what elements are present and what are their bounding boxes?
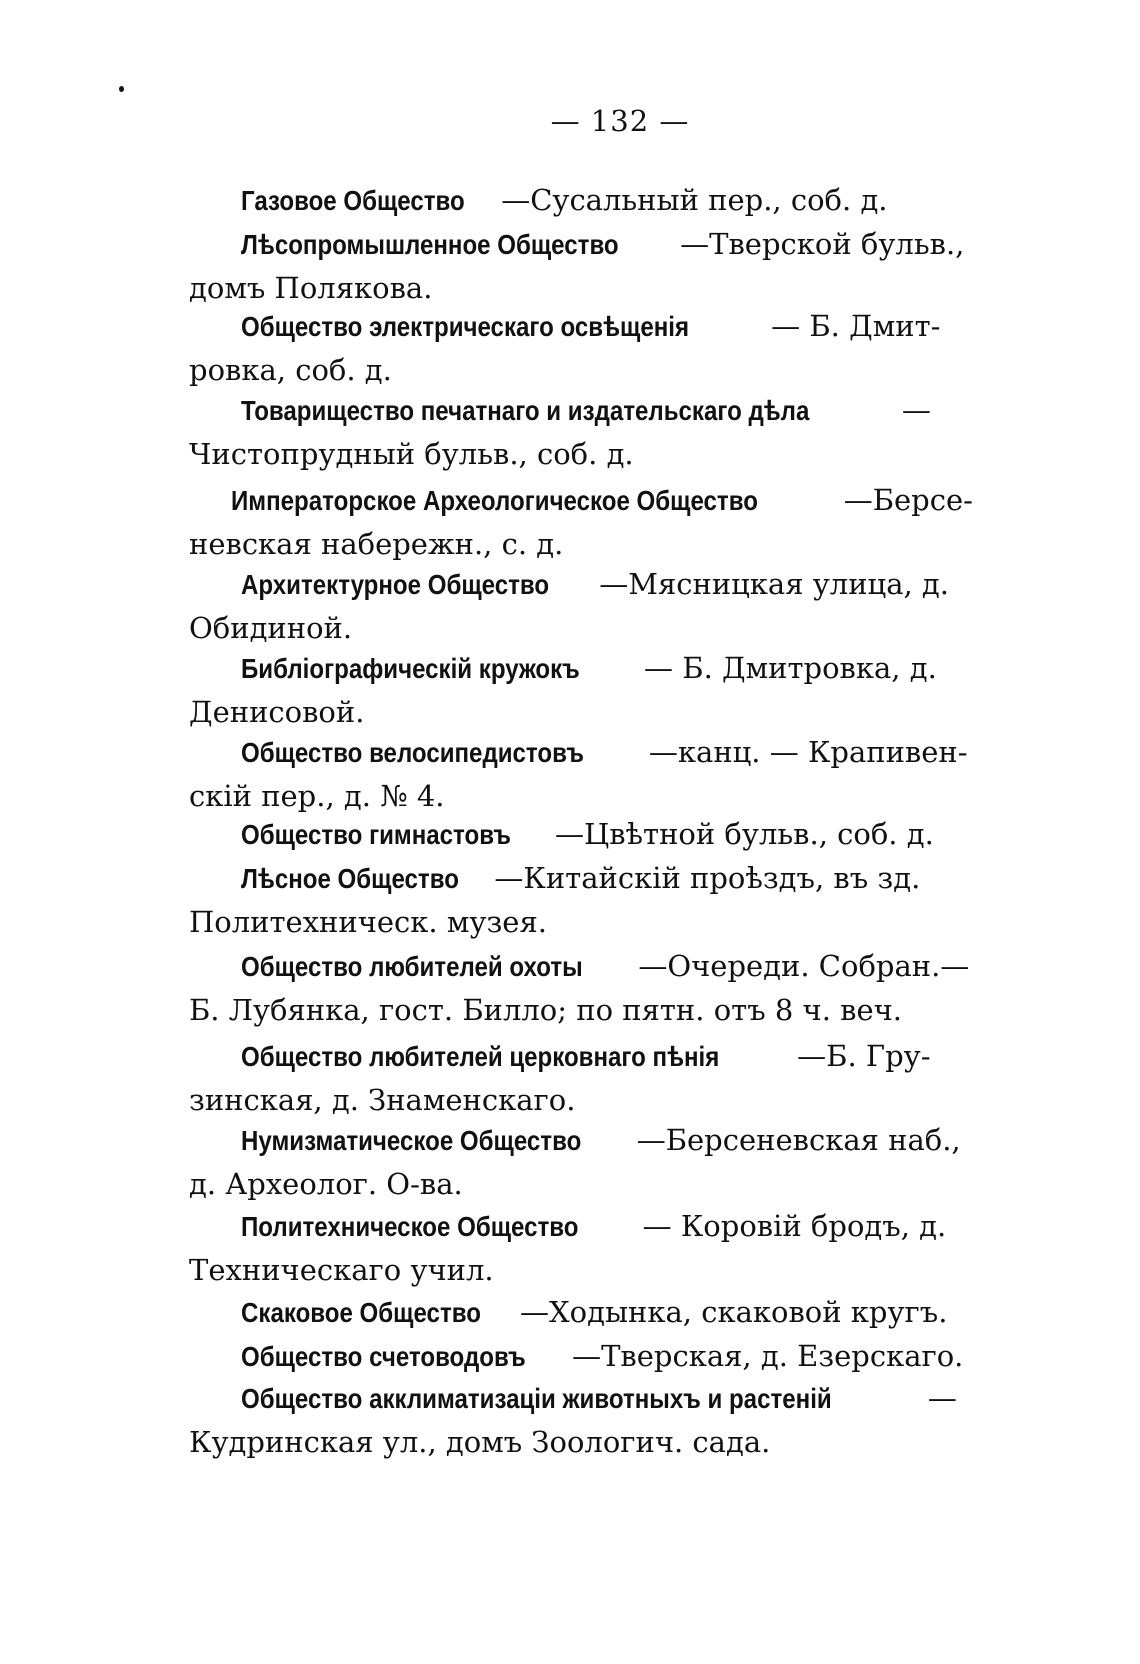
entry-first-line bbox=[189, 856, 1049, 900]
entry-continuation-line bbox=[189, 1248, 1049, 1292]
organization-name: Товарищество печатнаго и издательскаго дѣла bbox=[241, 395, 810, 426]
organization-address: — bbox=[901, 393, 931, 427]
organization-address-continued: домъ Полякова. bbox=[189, 271, 433, 305]
entry-first-line bbox=[189, 1290, 1049, 1334]
entry-first-line bbox=[189, 562, 1049, 606]
entry-first-line bbox=[189, 178, 1049, 222]
directory-entry bbox=[189, 1290, 1049, 1334]
organization-name: Нумизматическое Общество bbox=[241, 1125, 582, 1156]
print-speck bbox=[119, 86, 124, 92]
organization-name: Архитектурное Общество bbox=[241, 569, 550, 600]
directory-entry bbox=[189, 1376, 1049, 1464]
entry-continuation-line bbox=[189, 522, 1049, 566]
organization-name: Общество любителей охоты bbox=[241, 951, 583, 982]
directory-entry bbox=[189, 1204, 1049, 1292]
entry-first-line bbox=[189, 646, 1049, 690]
entry-continuation-line bbox=[189, 1420, 1049, 1464]
directory-entry bbox=[189, 562, 1049, 650]
directory-entry bbox=[189, 178, 1049, 222]
entry-continuation-line bbox=[189, 606, 1049, 650]
organization-name: Политехническое Общество bbox=[241, 1211, 579, 1242]
organization-name: Общество электрическаго освѣщенія bbox=[241, 311, 690, 342]
organization-address: —Очереди. Собран.— bbox=[638, 949, 970, 983]
directory-entry bbox=[189, 730, 1049, 818]
organization-address: —канц. — Крапивен- bbox=[639, 735, 968, 769]
entry-first-line bbox=[189, 222, 1049, 266]
organization-address-continued: Чистопрудный бульв., соб. д. bbox=[189, 437, 634, 471]
organization-address-continued: Техническаго учил. bbox=[189, 1253, 494, 1287]
organization-address-continued: Денисовой. bbox=[189, 695, 365, 729]
directory-entry bbox=[189, 1034, 1049, 1122]
directory-entry bbox=[189, 856, 1049, 944]
entry-continuation-line bbox=[189, 900, 1049, 944]
entry-first-line bbox=[189, 1118, 1049, 1162]
organization-address-continued: Б. Лубянка, гост. Билло; по пятн. отъ 8 ч. веч. bbox=[189, 993, 903, 1027]
organization-address: —Тверская, д. Езерскаго. bbox=[572, 1339, 964, 1373]
directory-entry bbox=[189, 1118, 1049, 1206]
organization-address-continued: Обидиной. bbox=[189, 611, 353, 645]
organization-name: Общество велосипедистовъ bbox=[241, 737, 584, 768]
entry-continuation-line bbox=[189, 988, 1049, 1032]
organization-address: — Б. Дмитровка, д. bbox=[634, 651, 937, 685]
entry-first-line bbox=[189, 1376, 1049, 1420]
directory-entry bbox=[189, 388, 1049, 476]
directory-entry bbox=[189, 812, 1049, 856]
organization-address-continued: скій пер., д. № 4. bbox=[189, 779, 445, 813]
entry-continuation-line bbox=[189, 432, 1049, 476]
directory-entry bbox=[189, 646, 1049, 734]
organization-address-continued: Политехническ. музея. bbox=[189, 905, 547, 939]
organization-name: Общество гимнастовъ bbox=[241, 819, 511, 850]
organization-name: Общество счетоводовъ bbox=[241, 1341, 526, 1372]
organization-address: —Тверской бульв., bbox=[680, 227, 965, 261]
entry-first-line bbox=[189, 1034, 1049, 1078]
directory-entry bbox=[189, 478, 1049, 566]
organization-address: —Берсе- bbox=[843, 483, 973, 517]
organization-name: Лѣсопромышленное Общество bbox=[241, 229, 619, 260]
entry-first-line bbox=[189, 730, 1049, 774]
directory-entry bbox=[189, 944, 1049, 1032]
entry-first-line bbox=[189, 1334, 1049, 1378]
organization-address: — Б. Дмит- bbox=[761, 309, 941, 343]
entry-first-line bbox=[189, 1204, 1049, 1248]
entry-continuation-line bbox=[189, 348, 1049, 392]
organization-name: Газовое Общество bbox=[241, 185, 465, 216]
organization-address: —Мясницкая улица, д. bbox=[599, 567, 949, 601]
organization-address-continued: зинская, д. Знаменскаго. bbox=[189, 1083, 576, 1117]
organization-address-continued: невская набережн., с. д. bbox=[189, 527, 564, 561]
entry-first-line bbox=[189, 812, 1049, 856]
organization-address: —Ходынка, скаковой кругъ. bbox=[520, 1295, 948, 1329]
entry-first-line bbox=[189, 304, 1049, 348]
entry-first-line bbox=[189, 944, 1049, 988]
organization-name: Скаковое Общество bbox=[241, 1297, 481, 1328]
organization-address: — bbox=[927, 1381, 957, 1415]
organization-address: — Коровій бродъ, д. bbox=[633, 1209, 947, 1243]
directory-entry bbox=[189, 304, 1049, 392]
organization-address: —Китайскій проѣздъ, въ зд. bbox=[494, 861, 921, 895]
organization-address: —Цвѣтной бульв., соб. д. bbox=[554, 817, 934, 851]
organization-address-continued: ровка, соб. д. bbox=[189, 353, 392, 387]
directory-entry bbox=[189, 222, 1049, 310]
organization-name: Лѣсное Общество bbox=[241, 863, 459, 894]
organization-name: Библіографическій кружокъ bbox=[241, 653, 580, 684]
entry-continuation-line bbox=[189, 1078, 1049, 1122]
entry-first-line bbox=[189, 478, 1049, 522]
entry-first-line bbox=[189, 388, 1049, 432]
organization-address: —Сусальный пер., соб. д. bbox=[501, 183, 888, 217]
organization-name: Общество акклиматизаціи животныхъ и растеній bbox=[241, 1383, 832, 1414]
page-number: — 132 — bbox=[550, 104, 690, 138]
organization-address: —Берсеневская наб., bbox=[636, 1123, 961, 1157]
entry-continuation-line bbox=[189, 1162, 1049, 1206]
entry-continuation-line bbox=[189, 690, 1049, 734]
directory-entry bbox=[189, 1334, 1049, 1378]
organization-name: Императорское Археологическое Общество bbox=[231, 485, 758, 516]
organization-address: —Б. Гру- bbox=[797, 1039, 931, 1073]
organization-address-continued: Кудринская ул., домъ Зоологич. сада. bbox=[189, 1425, 771, 1459]
organization-name: Общество любителей церковнаго пѣнія bbox=[241, 1041, 720, 1072]
organization-address-continued: д. Археолог. О-ва. bbox=[189, 1167, 463, 1201]
